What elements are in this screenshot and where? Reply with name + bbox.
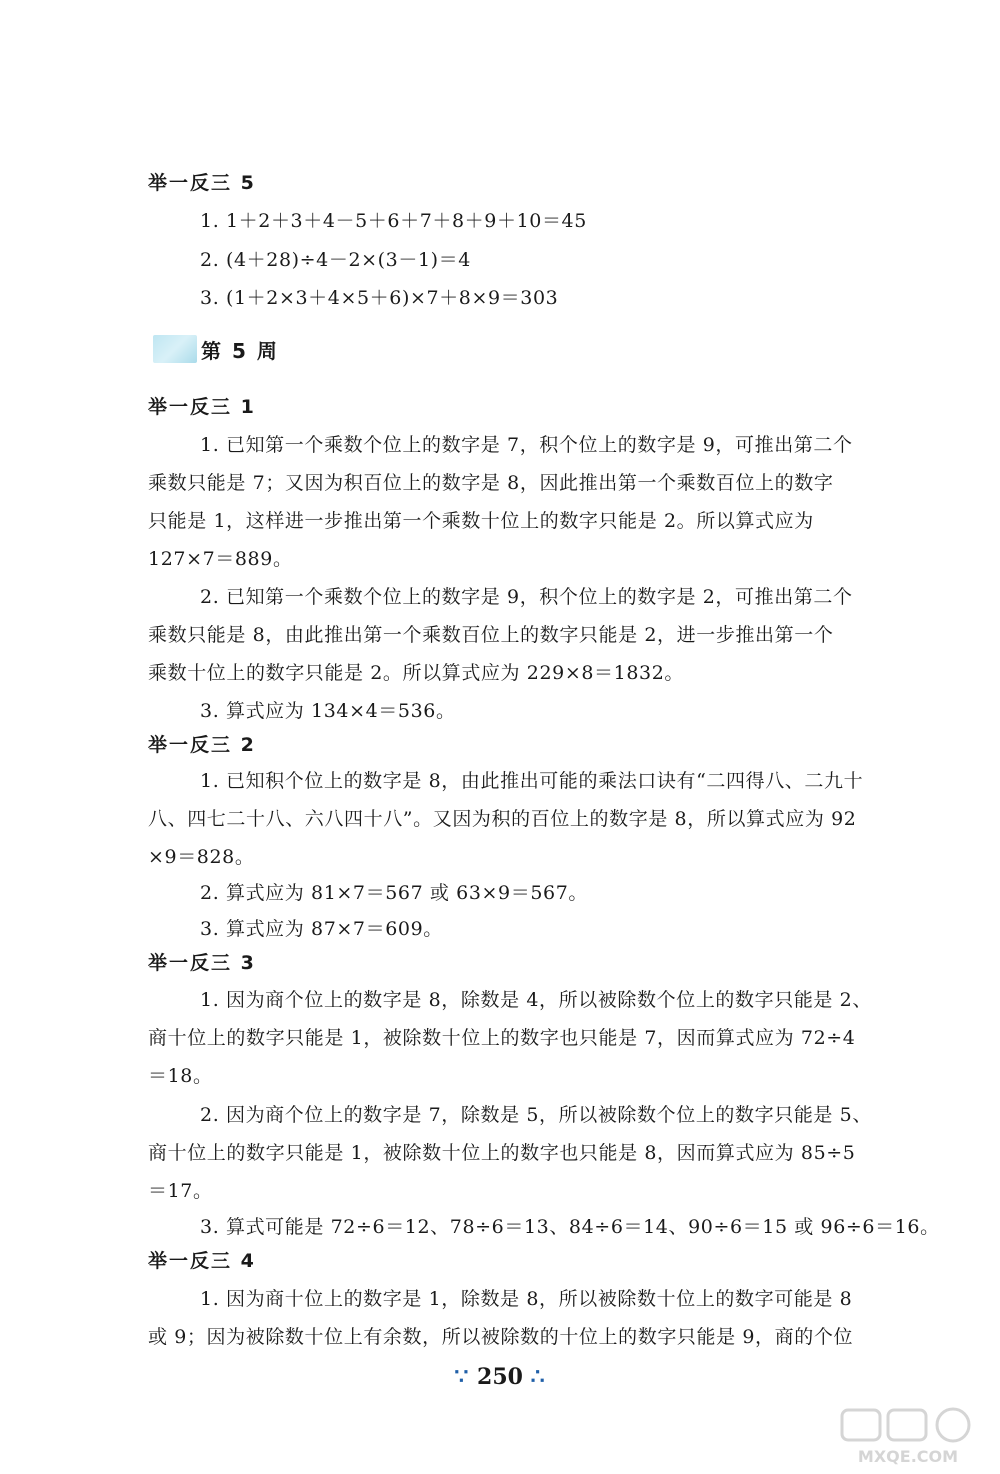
section-title: 举一反三 2 xyxy=(148,734,256,756)
answer-line: 2. 算式应为 81×7＝567 或 63×9＝567。 xyxy=(200,882,588,904)
answer-line: 3. 算式可能是 72÷6＝12、78÷6＝13、84÷6＝14、90÷6＝15 或 96÷6＝16。 xyxy=(200,1216,940,1238)
answer-line: 2. 因为商个位上的数字是 7，除数是 5，所以被除数个位上的数字只能是 5、 xyxy=(200,1104,872,1126)
section-title: 举一反三 3 xyxy=(148,952,256,974)
dots-right-decoration: ∴ xyxy=(530,1364,546,1390)
answer-line: 3. 算式应为 87×7＝609。 xyxy=(200,918,443,940)
answer-line: 3. (1＋2×3＋4×5＋6)×7＋8×9＝303 xyxy=(200,287,559,309)
answer-line: 商十位上的数字只能是 1，被除数十位上的数字也只能是 7，因而算式应为 72÷4 xyxy=(148,1027,856,1049)
answer-line: 1. 因为商个位上的数字是 8，除数是 4，所以被除数个位上的数字只能是 2、 xyxy=(200,989,872,1011)
answer-line: 或 9；因为被除数十位上有余数，所以被除数的十位上的数字只能是 9，商的个位 xyxy=(148,1326,854,1348)
week-title: 第 5 周 xyxy=(201,338,279,363)
answer-line: 127×7＝889。 xyxy=(148,548,293,570)
section-title: 举一反三 4 xyxy=(148,1250,256,1272)
answer-line: 乘数只能是 7；又因为积百位上的数字是 8，因此推出第一个乘数百位上的数字 xyxy=(148,472,834,494)
page-number xyxy=(0,1364,1000,1390)
answer-line: 只能是 1，这样进一步推出第一个乘数十位上的数字只能是 2。所以算式应为 xyxy=(148,510,814,532)
answer-line: 2. 已知第一个乘数个位上的数字是 9，积个位上的数字是 2，可推出第二个 xyxy=(200,586,853,608)
answer-line: 乘数十位上的数字只能是 2。所以算式应为 229×8＝1832。 xyxy=(148,662,684,684)
section-title: 举一反三 1 xyxy=(148,396,256,418)
answer-line: ×9＝828。 xyxy=(148,846,255,868)
answer-line: ＝17。 xyxy=(148,1180,213,1202)
answer-line: 八、四七二十八、六八四十八”。又因为积的百位上的数字是 8，所以算式应为 92 xyxy=(148,808,857,830)
watermark-logo xyxy=(838,1406,978,1468)
answer-line: 2. (4＋28)÷4－2×(3－1)＝4 xyxy=(200,249,471,271)
answer-line: 商十位上的数字只能是 1，被除数十位上的数字也只能是 8，因而算式应为 85÷5 xyxy=(148,1142,856,1164)
answer-line: ＝18。 xyxy=(148,1065,213,1087)
week-badge-decoration xyxy=(153,335,197,363)
watermark-text: MXQE.COM xyxy=(857,1447,959,1466)
answer-line: 1. 已知积个位上的数字是 8，由此推出可能的乘法口诀有“二四得八、二九十 xyxy=(200,770,864,792)
dots-left-decoration: ∵ xyxy=(454,1364,470,1390)
page-number-value: 250 xyxy=(477,1364,523,1390)
answer-line: 1. 1＋2＋3＋4－5＋6＋7＋8＋9＋10＝45 xyxy=(200,210,587,232)
week-header xyxy=(153,334,279,364)
answer-line: 3. 算式应为 134×4＝536。 xyxy=(200,700,456,722)
answer-line: 1. 因为商十位上的数字是 1，除数是 8，所以被除数十位上的数字可能是 8 xyxy=(200,1288,853,1310)
section-title: 举一反三 5 xyxy=(148,172,256,194)
answer-line: 乘数只能是 8，由此推出第一个乘数百位上的数字只能是 2，进一步推出第一个 xyxy=(148,624,834,646)
answer-line: 1. 已知第一个乘数个位上的数字是 7，积个位上的数字是 9，可推出第二个 xyxy=(200,434,853,456)
